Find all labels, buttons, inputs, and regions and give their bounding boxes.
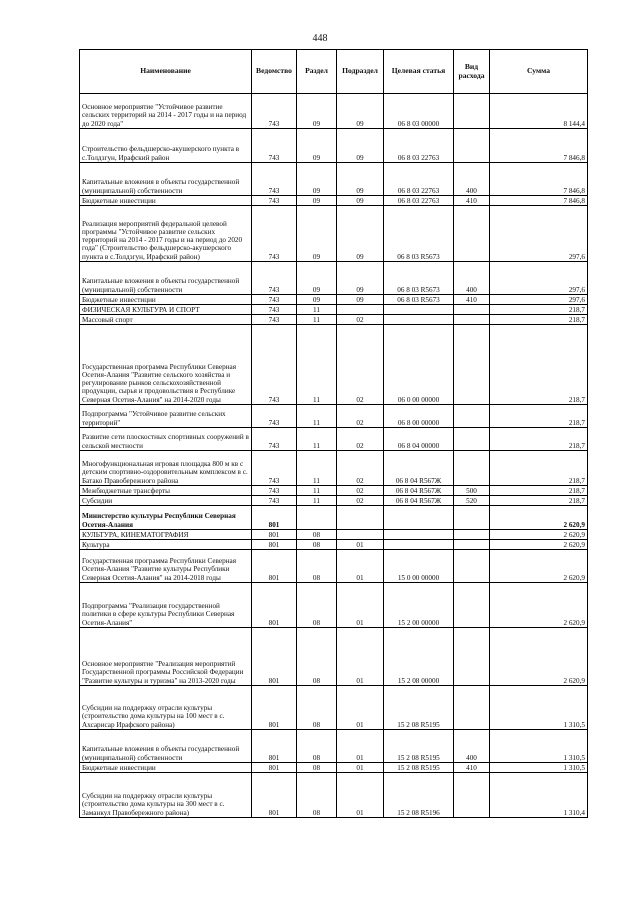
- cell-target: [384, 540, 454, 550]
- table-row: [80, 540, 588, 550]
- header-subsection: Подраздел: [337, 50, 384, 94]
- cell-dept: 743: [252, 163, 297, 196]
- cell-section: 08: [297, 530, 337, 540]
- cell-name: Субсидии: [80, 496, 252, 506]
- cell-target: 06 8 04 00000: [384, 428, 454, 451]
- cell-expense-type: [454, 428, 490, 451]
- cell-section: 08: [297, 540, 337, 550]
- table-row: [80, 530, 588, 540]
- cell-dept: 743: [252, 486, 297, 496]
- cell-dept: 801: [252, 506, 297, 530]
- cell-amount: 2 620,9: [490, 540, 588, 550]
- cell-target: 06 8 04 R567Ж: [384, 496, 454, 506]
- header-name: Наименование: [80, 50, 252, 94]
- cell-dept: 801: [252, 763, 297, 773]
- cell-section: 11: [297, 486, 337, 496]
- table-row: [80, 163, 588, 196]
- table-row: [80, 305, 588, 315]
- cell-name: Капитальные вложения в объекты государственной (муниципальной) собственности: [80, 730, 252, 763]
- cell-subsection: 09: [337, 262, 384, 295]
- cell-name: Бюджетные инвестиции: [80, 763, 252, 773]
- cell-name: Подпрограмма "Устойчивое развитие сельских территорий": [80, 405, 252, 428]
- table-row: [80, 730, 588, 763]
- cell-amount: 218,7: [490, 451, 588, 486]
- cell-dept: 801: [252, 773, 297, 818]
- cell-section: 11: [297, 451, 337, 486]
- cell-section: 08: [297, 763, 337, 773]
- cell-amount: 2 620,9: [490, 628, 588, 686]
- cell-target: 15 2 08 R5196: [384, 773, 454, 818]
- cell-dept: 801: [252, 628, 297, 686]
- cell-section: 09: [297, 94, 337, 129]
- cell-section: 08: [297, 550, 337, 583]
- cell-dept: 743: [252, 428, 297, 451]
- cell-target: 06 8 04 R567Ж: [384, 486, 454, 496]
- cell-amount: 1 310,5: [490, 730, 588, 763]
- cell-target: [384, 305, 454, 315]
- cell-name: Государственная программа Республики Северная Осетия-Алания "Развитие сельского хозяйства и регулирование рынков сельскохозяйственной продукции, сырья и продовольствия в Республике Северная Осетия-Алания" на 2014-2020 годы: [80, 325, 252, 405]
- cell-expense-type: 500: [454, 486, 490, 496]
- cell-subsection: 01: [337, 550, 384, 583]
- cell-target: 06 8 03 R5673: [384, 295, 454, 305]
- cell-dept: 743: [252, 94, 297, 129]
- cell-amount: 218,7: [490, 325, 588, 405]
- cell-subsection: 01: [337, 686, 384, 730]
- table-row: [80, 315, 588, 325]
- cell-name: Строительство фельдшерско-акушерского пункта в с.Толдзгун, Ирафский район: [80, 129, 252, 163]
- cell-section: 09: [297, 262, 337, 295]
- cell-target: 06 8 04 R567Ж: [384, 451, 454, 486]
- cell-amount: 7 846,8: [490, 129, 588, 163]
- cell-subsection: 01: [337, 763, 384, 773]
- cell-subsection: [337, 506, 384, 530]
- cell-expense-type: [454, 94, 490, 129]
- cell-section: 09: [297, 196, 337, 206]
- cell-name: Министерство культуры Республики Северная Осетия-Алания: [80, 506, 252, 530]
- cell-name: Капитальные вложения в объекты государственной (муниципальной) собственности: [80, 262, 252, 295]
- cell-subsection: 09: [337, 129, 384, 163]
- cell-amount: 2 620,9: [490, 583, 588, 628]
- cell-expense-type: [454, 506, 490, 530]
- cell-expense-type: [454, 129, 490, 163]
- cell-amount: 218,7: [490, 405, 588, 428]
- cell-target: 06 8 00 00000: [384, 405, 454, 428]
- budget-table: [79, 49, 588, 818]
- cell-amount: 1 310,4: [490, 773, 588, 818]
- cell-section: 08: [297, 583, 337, 628]
- cell-target: 06 0 00 00000: [384, 325, 454, 405]
- cell-expense-type: 410: [454, 196, 490, 206]
- cell-subsection: 01: [337, 583, 384, 628]
- cell-target: 06 8 03 00000: [384, 94, 454, 129]
- table-row: [80, 628, 588, 686]
- cell-expense-type: [454, 325, 490, 405]
- cell-target: 06 8 03 R5673: [384, 206, 454, 262]
- cell-amount: 2 620,9: [490, 530, 588, 540]
- cell-subsection: [337, 305, 384, 315]
- cell-section: 11: [297, 325, 337, 405]
- cell-name: Реализация мероприятий федеральной целевой программы "Устойчивое развитие сельских территорий на 2014 - 2017 годы и на период до 2020 года" (Строительство фельдшерско-акушерского пункта в с.Толдзгун, Ирафский район): [80, 206, 252, 262]
- cell-dept: 743: [252, 451, 297, 486]
- table-row: [80, 325, 588, 405]
- cell-amount: 2 620,9: [490, 550, 588, 583]
- table-row: [80, 262, 588, 295]
- cell-dept: 801: [252, 540, 297, 550]
- table-row: [80, 206, 588, 262]
- cell-section: 09: [297, 295, 337, 305]
- cell-name: Культура: [80, 540, 252, 550]
- cell-section: 09: [297, 206, 337, 262]
- cell-section: 11: [297, 305, 337, 315]
- cell-expense-type: 410: [454, 763, 490, 773]
- cell-section: 09: [297, 163, 337, 196]
- cell-target: 15 2 08 R5195: [384, 686, 454, 730]
- cell-expense-type: [454, 550, 490, 583]
- cell-target: 15 2 00 00000: [384, 583, 454, 628]
- cell-name: Развитие сети плоскостных спортивных сооружений в сельской местности: [80, 428, 252, 451]
- table-row: [80, 428, 588, 451]
- cell-name: Основное мероприятие "Реализация мероприятий Государственной программы Российской Федерации "Развитие культуры и туризма" на 2013-2020 годы: [80, 628, 252, 686]
- cell-dept: 801: [252, 730, 297, 763]
- cell-target: [384, 530, 454, 540]
- cell-name: Бюджетные инвестиции: [80, 196, 252, 206]
- cell-name: ФИЗИЧЕСКАЯ КУЛЬТУРА И СПОРТ: [80, 305, 252, 315]
- cell-dept: 801: [252, 686, 297, 730]
- cell-expense-type: [454, 583, 490, 628]
- cell-name: Многофункциональная игровая площадка 800 м кв с детским спортивно-оздоровительным комплексом в с. Батако Правобережного района: [80, 451, 252, 486]
- cell-name: Субсидии на поддержку отрасли культуры (строительство дома культуры на 300 мест в с. Заманкул Правобережного района): [80, 773, 252, 818]
- cell-amount: 7 846,8: [490, 163, 588, 196]
- cell-expense-type: [454, 305, 490, 315]
- cell-subsection: 01: [337, 628, 384, 686]
- cell-target: 15 0 00 00000: [384, 550, 454, 583]
- table-row: [80, 496, 588, 506]
- cell-dept: 743: [252, 325, 297, 405]
- table-row: [80, 773, 588, 818]
- cell-expense-type: 400: [454, 262, 490, 295]
- cell-name: Подпрограмма "Реализация государственной политики в сфере культуры Республики Северная Осетия-Алания": [80, 583, 252, 628]
- cell-section: 11: [297, 496, 337, 506]
- cell-section: 08: [297, 686, 337, 730]
- header-amount: Сумма: [490, 50, 588, 94]
- cell-dept: 743: [252, 405, 297, 428]
- cell-dept: 743: [252, 496, 297, 506]
- header-expense-type: Вид расхода: [454, 50, 490, 94]
- header-section: Раздел: [297, 50, 337, 94]
- cell-name: КУЛЬТУРА, КИНЕМАТОГРАФИЯ: [80, 530, 252, 540]
- cell-expense-type: 410: [454, 295, 490, 305]
- cell-name: Основное мероприятие "Устойчивое развитие сельских территорий на 2014 - 2017 годы и на период до 2020 года": [80, 94, 252, 129]
- cell-name: Государственная программа Республики Северная Осетия-Алания "Развитие культуры Республики Северная Осетия-Алания" на 2014-2018 годы: [80, 550, 252, 583]
- cell-name: Субсидии на поддержку отрасли культуры (строительство дома культуры на 100 мест в с. Ахсарисар Ирафского района): [80, 686, 252, 730]
- cell-section: 11: [297, 405, 337, 428]
- cell-expense-type: [454, 540, 490, 550]
- cell-amount: 218,7: [490, 428, 588, 451]
- cell-expense-type: 520: [454, 496, 490, 506]
- cell-subsection: 02: [337, 496, 384, 506]
- page-number: 448: [312, 33, 328, 44]
- table-row: [80, 451, 588, 486]
- cell-subsection: 02: [337, 428, 384, 451]
- cell-name: Бюджетные инвестиции: [80, 295, 252, 305]
- cell-subsection: 02: [337, 451, 384, 486]
- cell-amount: 297,6: [490, 262, 588, 295]
- cell-target: 06 8 03 R5673: [384, 262, 454, 295]
- header-target: Целевая статья: [384, 50, 454, 94]
- cell-expense-type: [454, 315, 490, 325]
- cell-dept: 743: [252, 315, 297, 325]
- cell-amount: 8 144,4: [490, 94, 588, 129]
- cell-amount: 1 310,5: [490, 686, 588, 730]
- table-row: [80, 506, 588, 530]
- cell-expense-type: [454, 206, 490, 262]
- cell-subsection: 02: [337, 325, 384, 405]
- cell-expense-type: [454, 405, 490, 428]
- cell-subsection: 09: [337, 94, 384, 129]
- cell-subsection: 09: [337, 295, 384, 305]
- cell-target: [384, 315, 454, 325]
- cell-amount: 218,7: [490, 305, 588, 315]
- cell-section: [297, 506, 337, 530]
- cell-amount: 297,6: [490, 206, 588, 262]
- cell-amount: 7 846,8: [490, 196, 588, 206]
- cell-expense-type: 400: [454, 730, 490, 763]
- header-row: [80, 50, 588, 94]
- cell-expense-type: [454, 686, 490, 730]
- cell-subsection: 09: [337, 206, 384, 262]
- table-row: [80, 295, 588, 305]
- cell-subsection: 09: [337, 163, 384, 196]
- cell-target: 06 8 03 22763: [384, 163, 454, 196]
- cell-amount: 1 310,5: [490, 763, 588, 773]
- table-row: [80, 550, 588, 583]
- table-row: [80, 129, 588, 163]
- cell-expense-type: [454, 530, 490, 540]
- cell-target: 06 8 03 22763: [384, 196, 454, 206]
- header-dept: Ведомство: [252, 50, 297, 94]
- cell-expense-type: [454, 773, 490, 818]
- cell-section: 08: [297, 730, 337, 763]
- cell-target: [384, 506, 454, 530]
- cell-section: 08: [297, 628, 337, 686]
- cell-expense-type: [454, 451, 490, 486]
- cell-subsection: 01: [337, 540, 384, 550]
- cell-dept: 801: [252, 530, 297, 540]
- cell-subsection: 09: [337, 196, 384, 206]
- cell-subsection: [337, 530, 384, 540]
- cell-subsection: 02: [337, 315, 384, 325]
- cell-amount: 218,7: [490, 486, 588, 496]
- table-row: [80, 763, 588, 773]
- cell-section: 11: [297, 428, 337, 451]
- cell-subsection: 01: [337, 730, 384, 763]
- cell-dept: 743: [252, 129, 297, 163]
- cell-target: 15 2 08 R5195: [384, 763, 454, 773]
- cell-dept: 743: [252, 206, 297, 262]
- cell-section: 08: [297, 773, 337, 818]
- table-row: [80, 196, 588, 206]
- cell-dept: 743: [252, 262, 297, 295]
- cell-dept: 801: [252, 550, 297, 583]
- cell-amount: 2 620,9: [490, 506, 588, 530]
- cell-target: 15 2 08 00000: [384, 628, 454, 686]
- cell-dept: 743: [252, 305, 297, 315]
- cell-subsection: 02: [337, 405, 384, 428]
- cell-expense-type: 400: [454, 163, 490, 196]
- cell-section: 09: [297, 129, 337, 163]
- cell-subsection: 01: [337, 773, 384, 818]
- cell-section: 11: [297, 315, 337, 325]
- cell-expense-type: [454, 628, 490, 686]
- cell-subsection: 02: [337, 486, 384, 496]
- cell-dept: 743: [252, 196, 297, 206]
- cell-target: 06 8 03 22763: [384, 129, 454, 163]
- cell-dept: 801: [252, 583, 297, 628]
- table-row: [80, 486, 588, 496]
- table-row: [80, 686, 588, 730]
- cell-target: 15 2 08 R5195: [384, 730, 454, 763]
- cell-name: Капитальные вложения в объекты государственной (муниципальной) собственности: [80, 163, 252, 196]
- cell-name: Массовый спорт: [80, 315, 252, 325]
- cell-name: Межбюджетные трансферты: [80, 486, 252, 496]
- cell-amount: 297,6: [490, 295, 588, 305]
- table-row: [80, 94, 588, 129]
- cell-amount: 218,7: [490, 496, 588, 506]
- table-row: [80, 583, 588, 628]
- cell-dept: 743: [252, 295, 297, 305]
- table-row: [80, 405, 588, 428]
- cell-amount: 218,7: [490, 315, 588, 325]
